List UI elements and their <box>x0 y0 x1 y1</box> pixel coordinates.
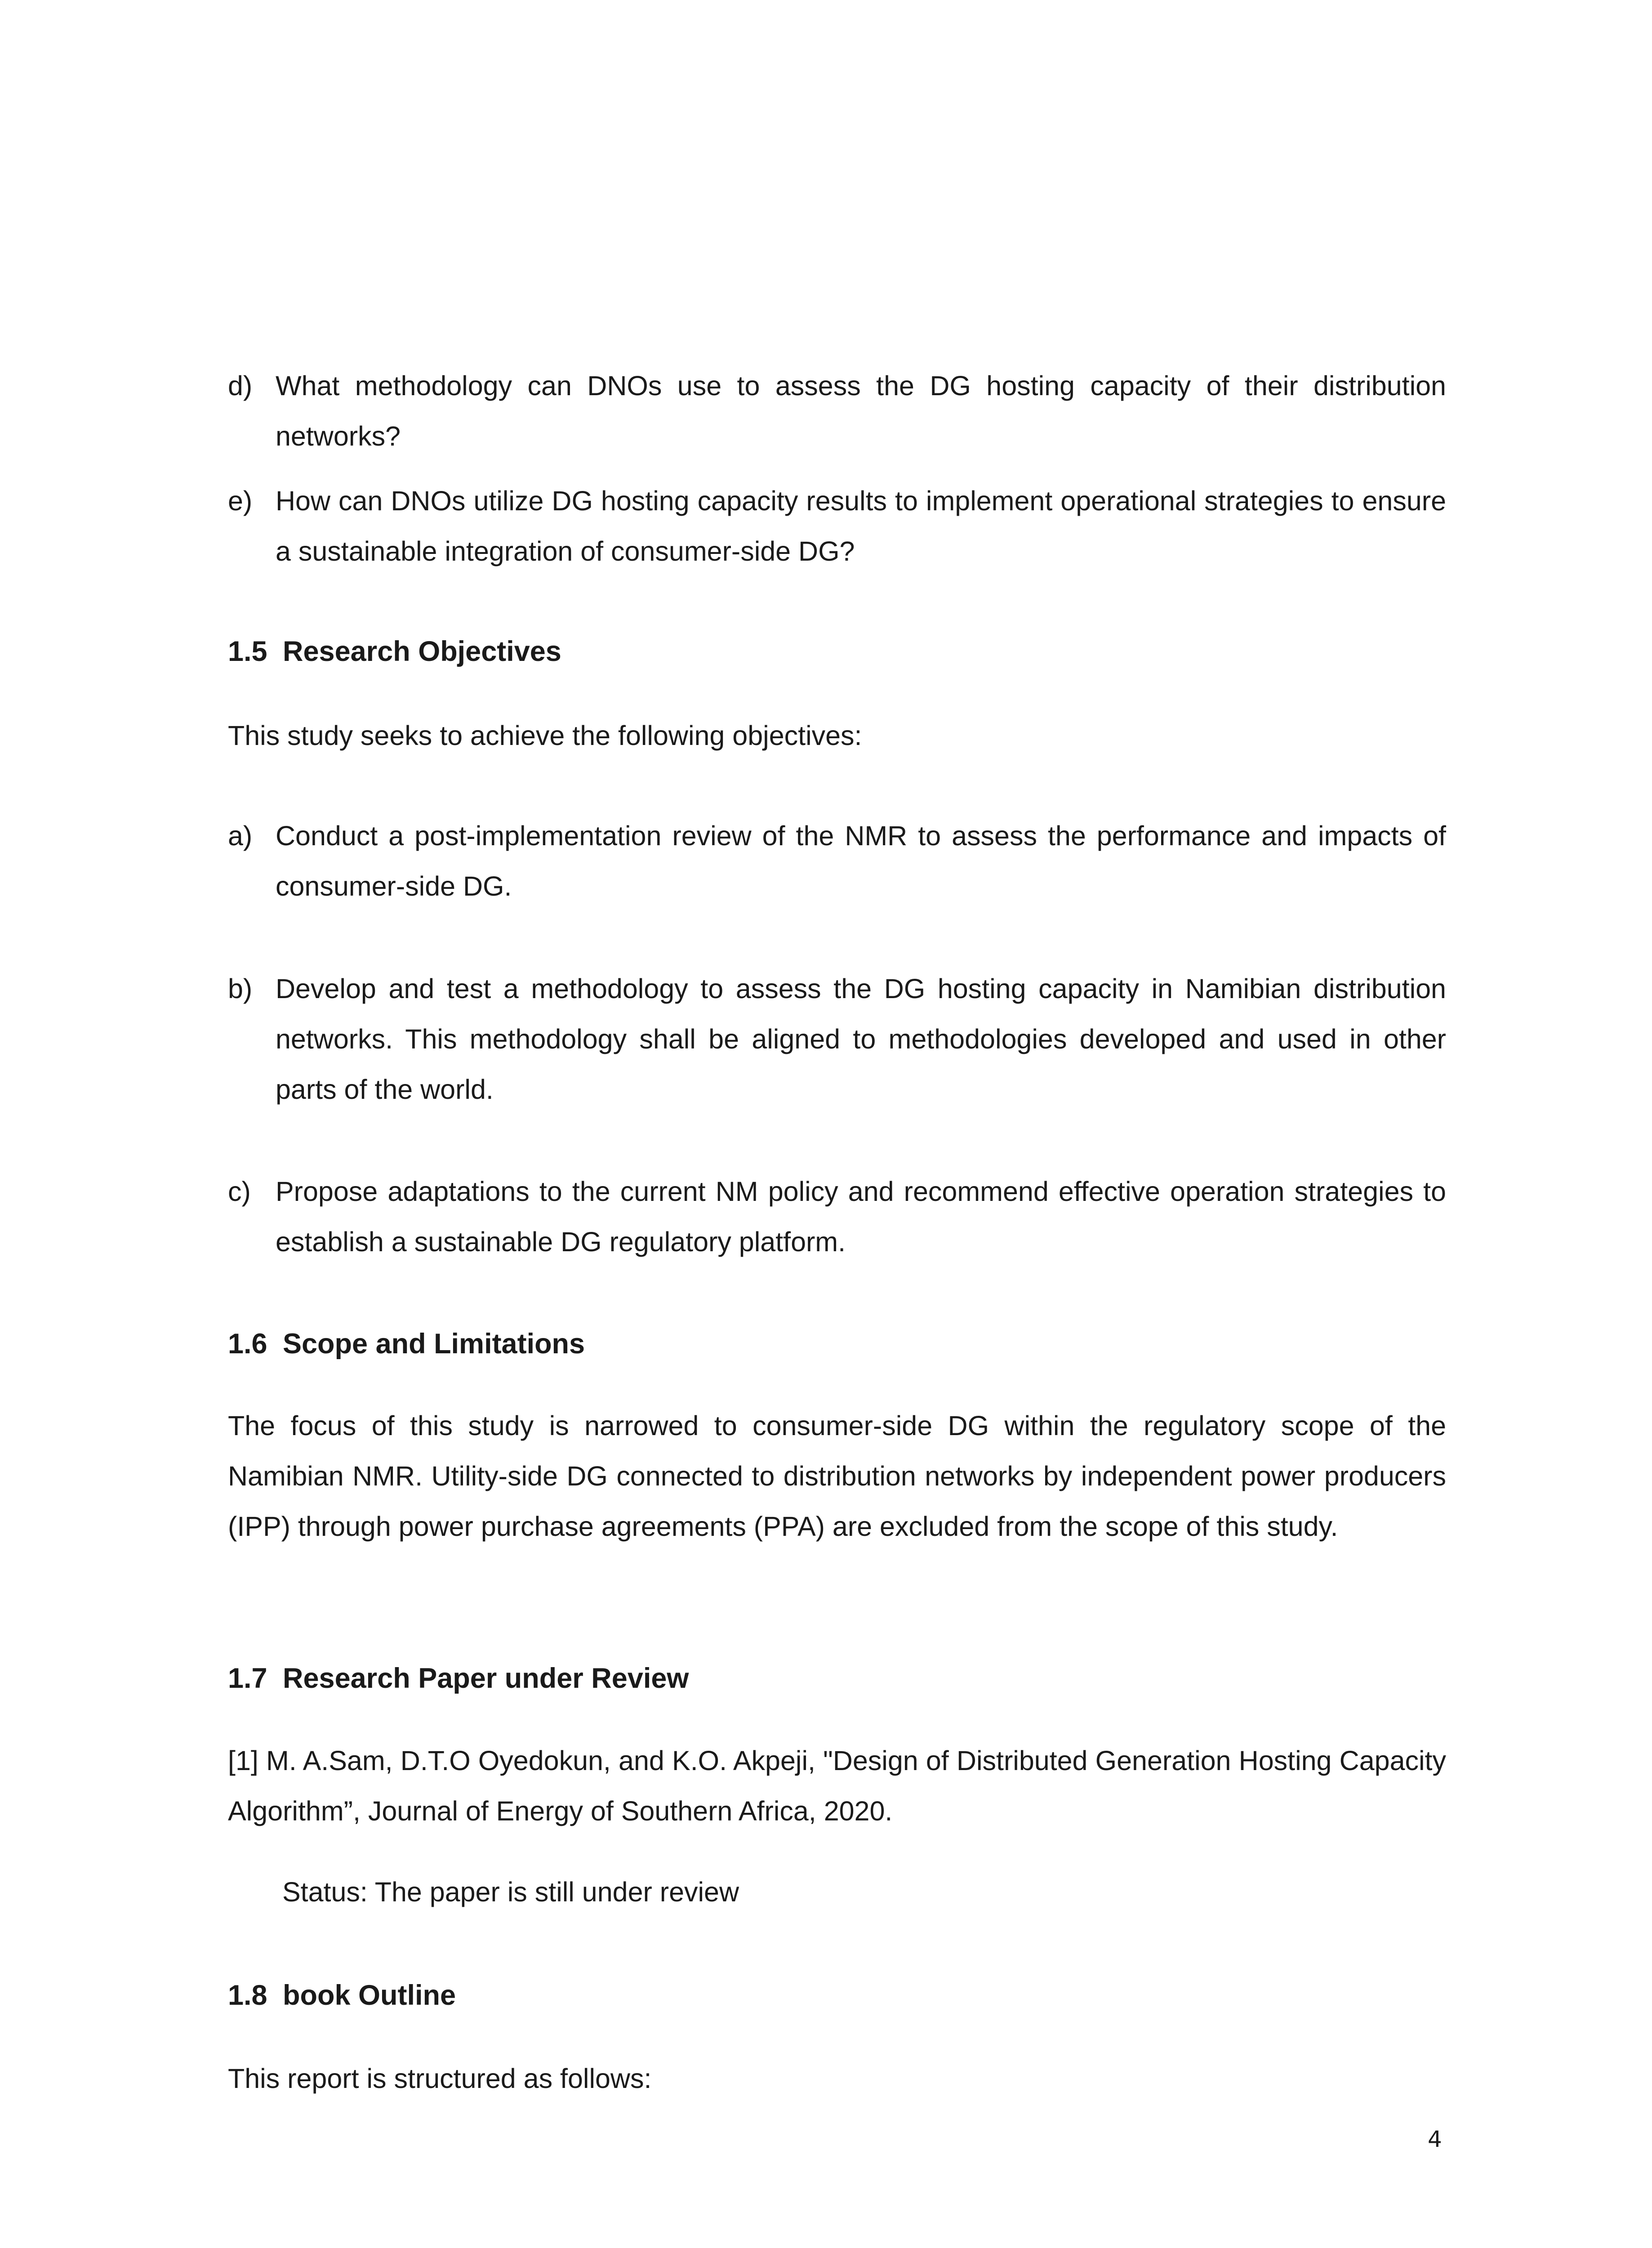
section-number: 1.7 <box>228 1663 267 1694</box>
list-marker: e) <box>228 486 253 516</box>
section-title: Scope and Limitations <box>283 1328 585 1360</box>
section-heading-1-7 <box>228 1653 689 1704</box>
list-item-d <box>228 361 1446 461</box>
list-marker: a) <box>228 821 253 851</box>
list-item-text: Propose adaptations to the current NM policy and recommend effective operation strategies to establish a sustainable DG regulatory platform. <box>276 1176 1446 1257</box>
section-number: 1.8 <box>228 1980 267 2011</box>
objectives-intro: This study seeks to achieve the following objectives: <box>228 720 862 751</box>
section-title: Research Paper under Review <box>283 1663 689 1694</box>
section-heading-1-5 <box>228 626 561 677</box>
review-status: Status: The paper is still under review <box>282 1877 739 1907</box>
section-title: book Outline <box>283 1980 456 2011</box>
section-number: 1.6 <box>228 1328 267 1360</box>
list-item-e <box>228 476 1446 576</box>
scope-paragraph: The focus of this study is narrowed to consumer-side DG within the regulatory scope of the Namibian NMR. Utility-side DG connected to distribution networks by independent power producers (IPP) through power purchase agreements (PPA) are excluded from the scope of this study. <box>228 1410 1446 1542</box>
page-number: 4 <box>1428 2126 1442 2152</box>
objective-a <box>228 811 1446 911</box>
list-marker: b) <box>228 973 253 1004</box>
list-marker: c) <box>228 1176 251 1207</box>
reference-entry: [1] M. A.Sam, D.T.O Oyedokun, and K.O. Akpeji, "Design of Distributed Generation Hosting Capacity Algorithm”, Journal of Energy of Southern Africa, 2020. <box>228 1745 1446 1826</box>
list-item-text: Develop and test a methodology to assess the DG hosting capacity in Namibian distribution networks. This methodology shall be aligned to methodologies developed and used in other parts of the world. <box>276 973 1446 1105</box>
section-heading-1-8 <box>228 1970 456 2021</box>
list-marker: d) <box>228 370 253 401</box>
section-title: Research Objectives <box>283 636 561 667</box>
section-number: 1.5 <box>228 636 267 667</box>
objective-b <box>228 963 1446 1115</box>
list-item-text: Conduct a post-implementation review of the NMR to assess the performance and impacts of consumer-side DG. <box>276 821 1446 901</box>
list-item-text: How can DNOs utilize DG hosting capacity results to implement operational strategies to ensure a sustainable integration of consumer-side DG? <box>276 486 1446 566</box>
section-heading-1-6 <box>228 1319 585 1369</box>
outline-intro: This report is structured as follows: <box>228 2063 652 2094</box>
objective-c <box>228 1166 1446 1267</box>
list-item-text: What methodology can DNOs use to assess the DG hosting capacity of their distribution networks? <box>276 370 1446 451</box>
